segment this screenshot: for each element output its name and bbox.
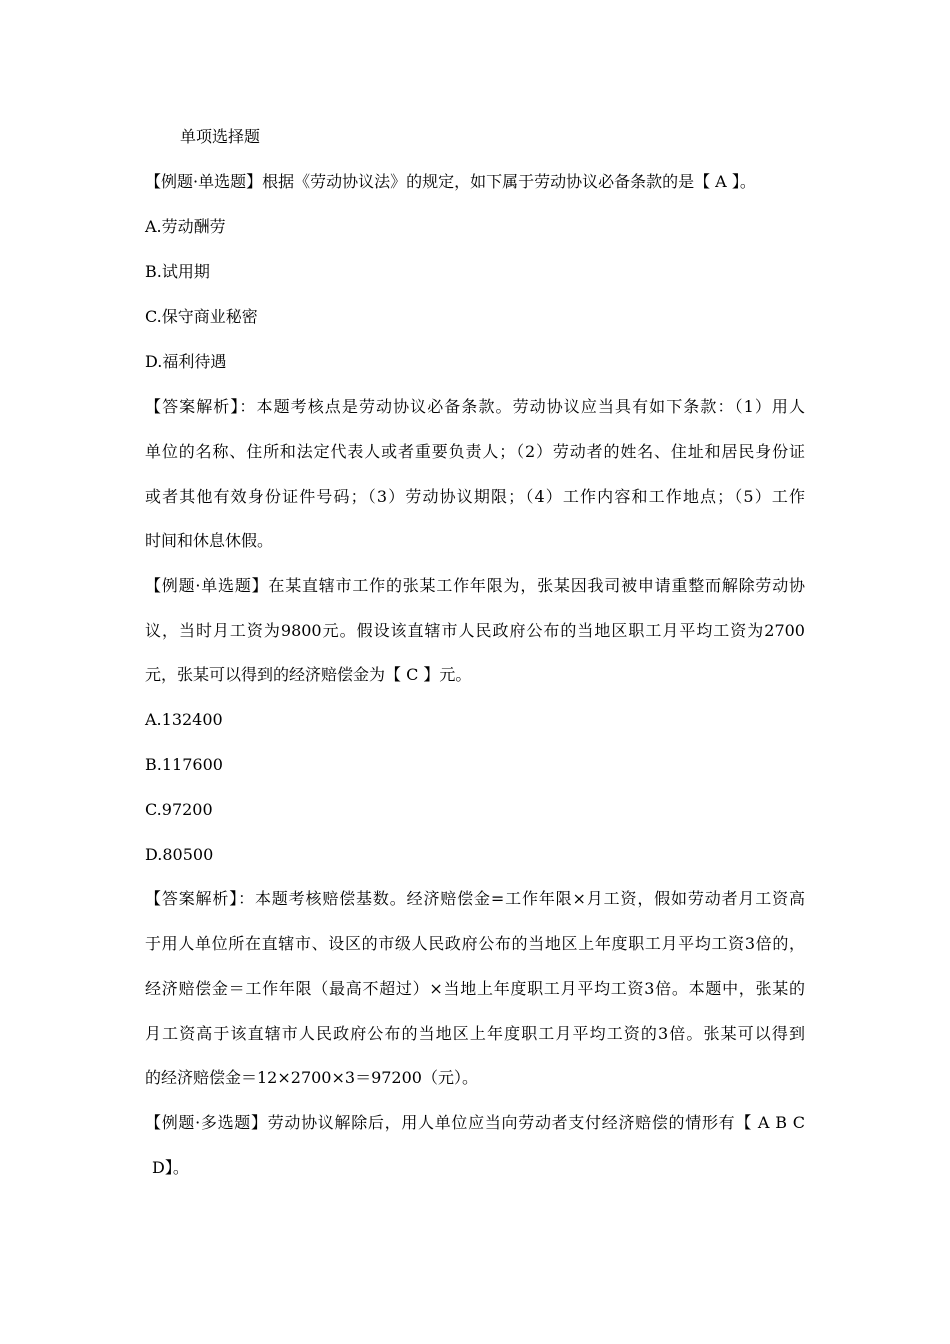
q2-analysis-line-4: 月工资高于该直辖市人民政府公布的当地区上年度职工月平均工资的3倍。张某可以得到 (145, 1024, 805, 1043)
q1-option-b: B.试用期 (145, 262, 210, 281)
q2-stem-line-3: 元，张某可以得到的经济赔偿金为【 C 】元。 (145, 665, 472, 684)
q2-option-c: C.97200 (145, 800, 213, 819)
q2-option-d: D.80500 (145, 845, 214, 864)
q1-analysis-line-1: 【答案解析】：本题考核点是劳动协议必备条款。劳动协议应当具有如下条款：（1）用人 (145, 397, 805, 416)
q2-analysis-line-1: 【答案解析】：本题考核赔偿基数。经济赔偿金=工作年限×月工资，假如劳动者月工资高 (145, 889, 805, 908)
q2-stem-line-1: 【例题·单选题】在某直辖市工作的张某工作年限为，张某因我司被申请重整而解除劳动协 (145, 576, 805, 595)
q1-option-a: A.劳动酬劳 (145, 217, 226, 236)
section-title: 单项选择题 (180, 127, 261, 146)
q2-analysis-line-5: 的经济赔偿金＝12×2700×3＝97200（元）。 (145, 1068, 478, 1087)
q1-stem: 【例题·单选题】根据《劳动协议法》的规定，如下属于劳动协议必备条款的是【 A 】。 (145, 172, 756, 191)
q2-option-a: A.132400 (145, 710, 223, 729)
q3-stem-line-1: 【例题·多选题】劳动协议解除后，用人单位应当向劳动者支付经济赔偿的情形有【 A B C (145, 1113, 805, 1132)
q2-analysis-line-3: 经济赔偿金＝工作年限（最高不超过）×当地上年度职工月平均工资3倍。本题中，张某的 (145, 979, 805, 998)
q2-option-b: B.117600 (145, 755, 223, 774)
q1-analysis-line-3: 或者其他有效身份证件号码；（3）劳动协议期限；（4）工作内容和工作地点；（5）工作 (145, 487, 805, 506)
q3-stem-line-2: D】。 (152, 1158, 189, 1177)
q2-stem-line-2: 议，当时月工资为9800元。假设该直辖市人民政府公布的当地区职工月平均工资为2700 (145, 621, 805, 640)
q1-option-c: C.保守商业秘密 (145, 307, 258, 326)
q1-analysis-line-4: 时间和休息休假。 (145, 531, 274, 550)
q2-analysis-line-2: 于用人单位所在直辖市、设区的市级人民政府公布的当地区上年度职工月平均工资3倍的， (145, 934, 805, 953)
q1-option-d: D.福利待遇 (145, 352, 227, 371)
q1-analysis-line-2: 单位的名称、住所和法定代表人或者重要负责人；（2）劳动者的姓名、住址和居民身份证 (145, 442, 805, 461)
